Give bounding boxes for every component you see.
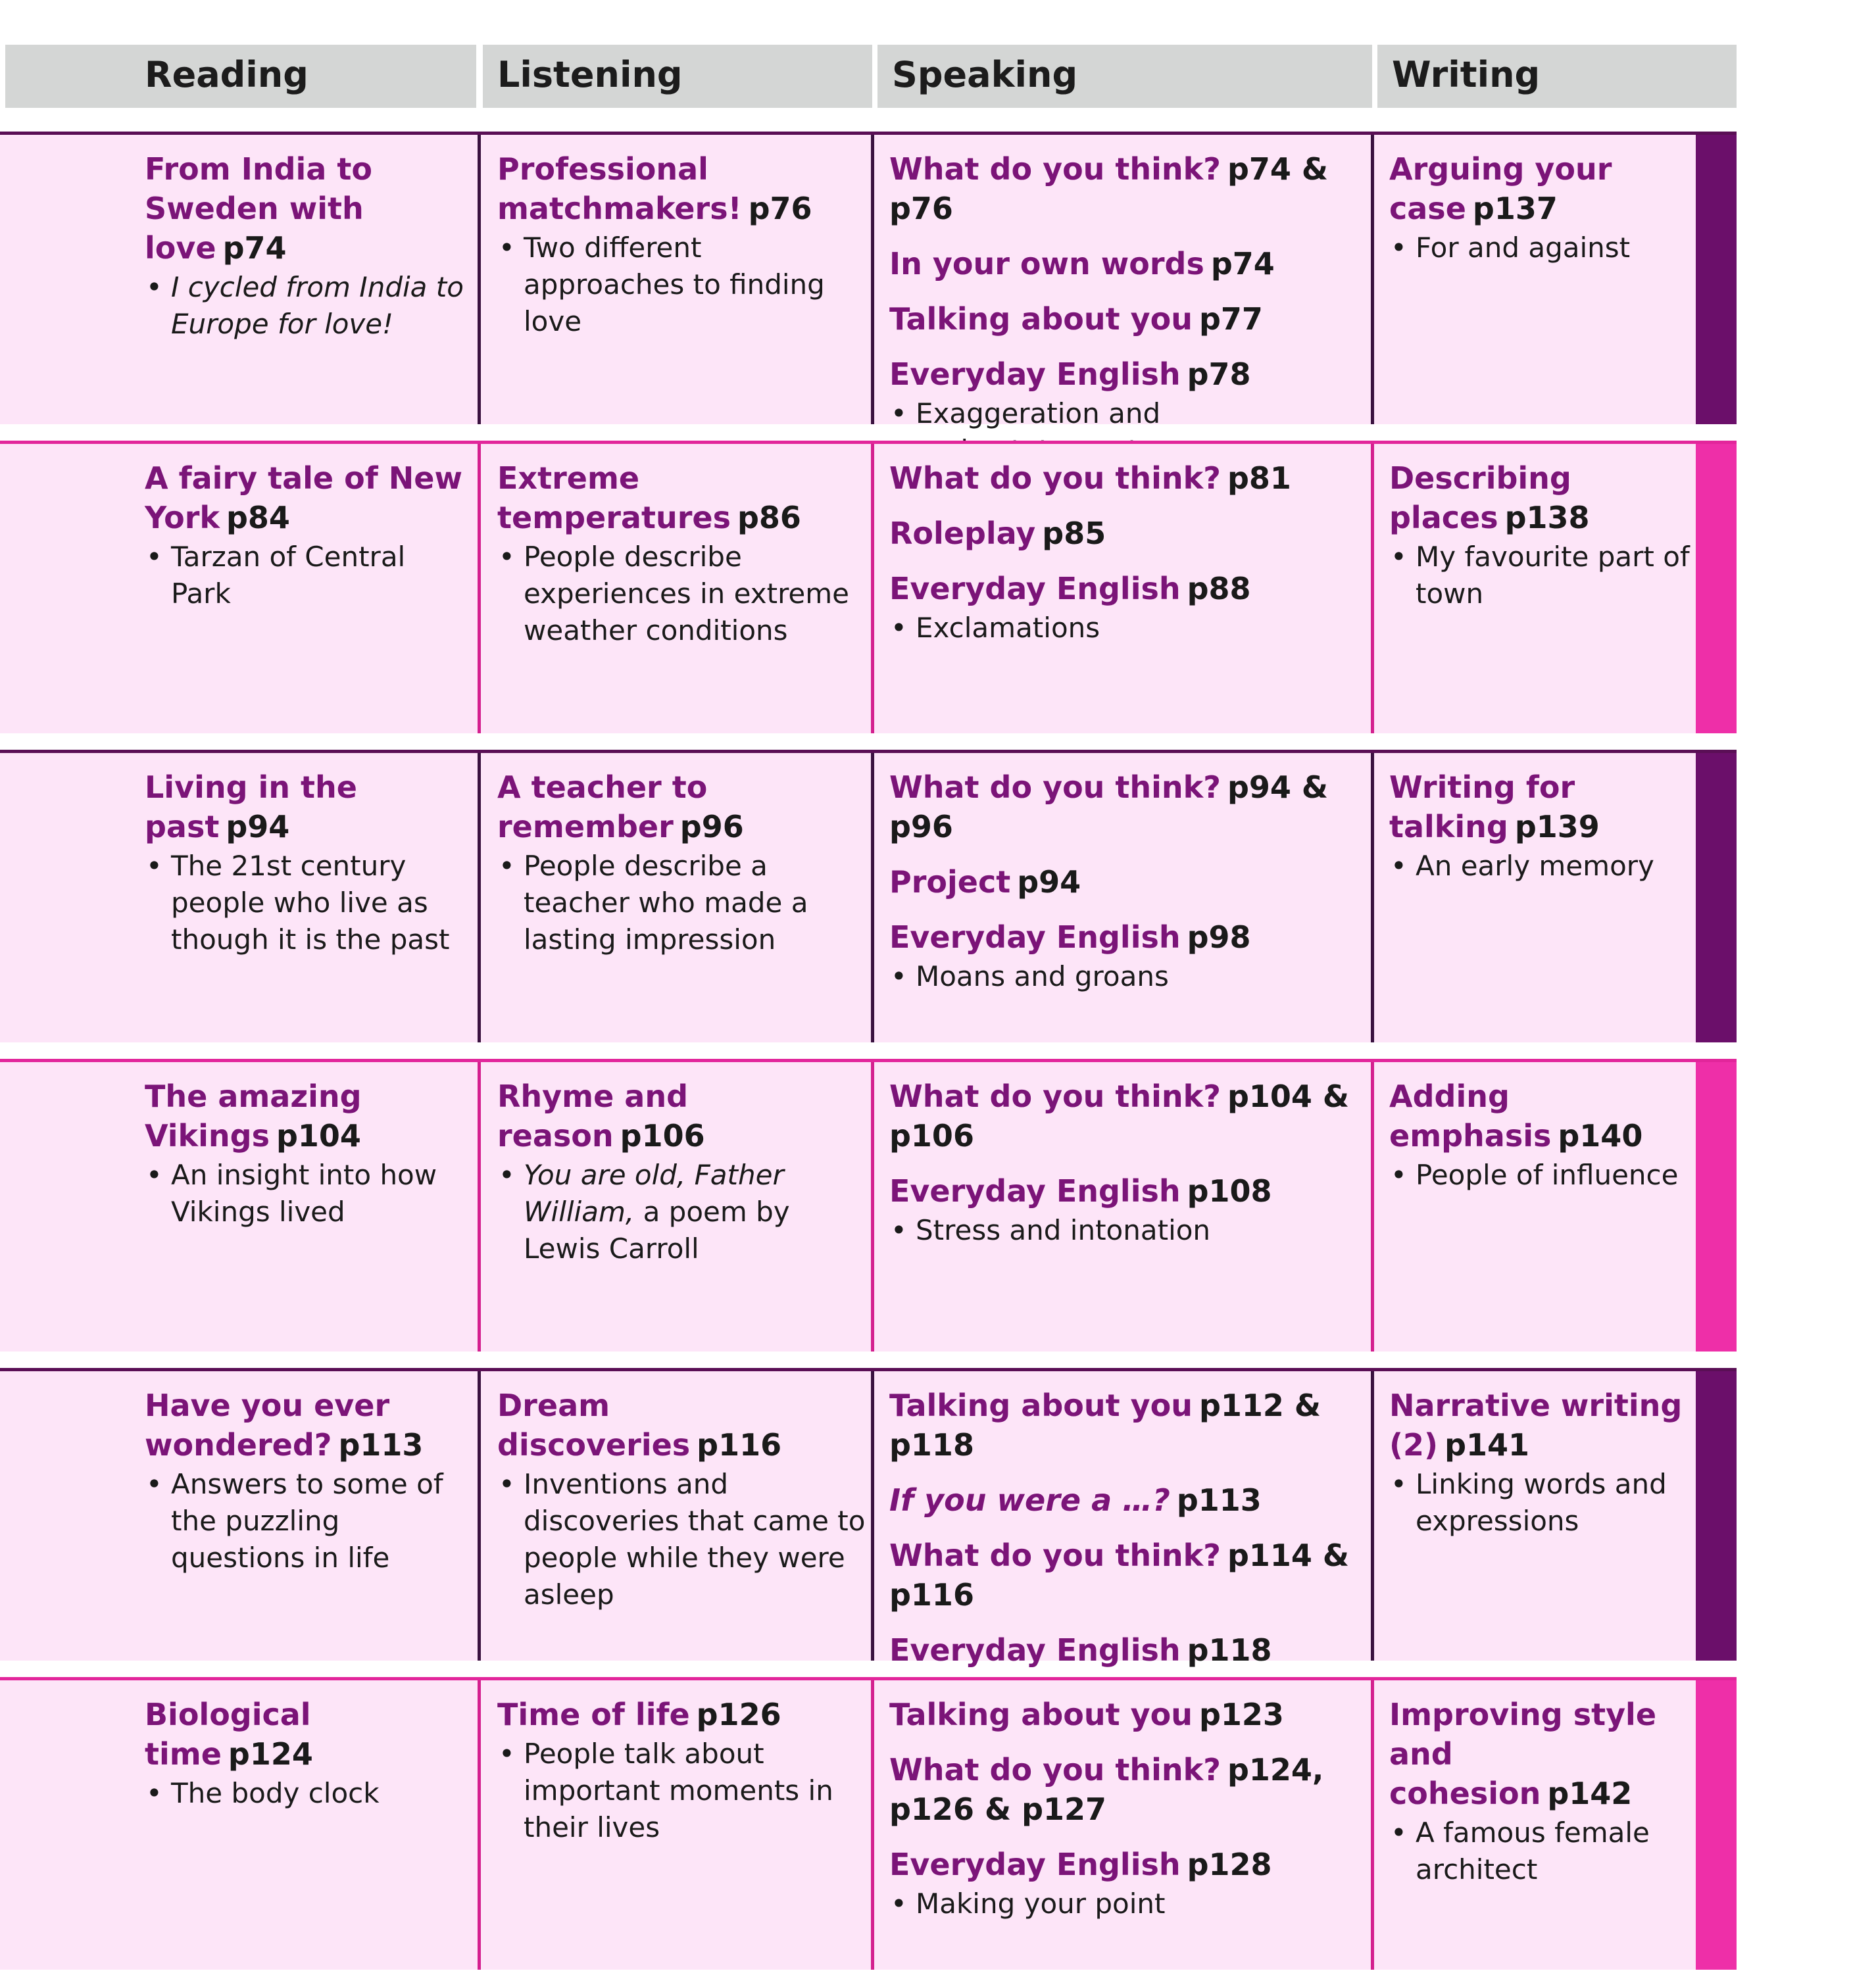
writing-title: Adding emphasis p140 [1389, 1079, 1643, 1154]
speaking-cell [889, 1077, 1368, 1249]
reading-title: From India to Sweden with love p74 [145, 151, 372, 266]
reading-bullet: • I cycled from India to Europe for love! [145, 269, 474, 343]
speaking-item: Talking about you p77 [889, 301, 1263, 337]
speaking-item: What do you think? p114 & p116 [889, 1538, 1350, 1613]
listening-title: Rhyme and reason p106 [497, 1079, 705, 1154]
listening-cell [497, 1695, 866, 1846]
column-divider [478, 444, 481, 733]
writing-bullet: • For and against [1389, 230, 1692, 266]
listening-title: Professional matchmakers! p76 [497, 151, 812, 226]
speaking-item: Everyday English p128 [889, 1847, 1272, 1882]
listening-cell [497, 458, 866, 649]
speaking-item: Talking about you p123 [889, 1697, 1284, 1732]
column-divider [478, 753, 481, 1042]
column-divider [1371, 753, 1374, 1042]
unit-color-bar [1696, 135, 1737, 424]
speaking-item: Everyday English p88 [889, 571, 1251, 606]
writing-bullet: • People of influence [1389, 1157, 1692, 1194]
listening-cell [497, 149, 866, 340]
listening-title: Extreme temperatures p86 [497, 460, 801, 535]
speaking-item: Everyday English p98 [889, 919, 1251, 955]
unit-row [0, 1059, 1737, 1352]
header-speaking: Speaking [877, 45, 1372, 108]
unit-color-bar [1696, 1371, 1737, 1661]
reading-bullet: • Tarzan of Central Park [145, 539, 474, 612]
speaking-item: In your own words p74 [889, 246, 1275, 281]
listening-bullet: • People describe experiences in extreme weather conditions [497, 539, 866, 649]
speaking-item: What do you think? p124, p126 & p127 [889, 1752, 1324, 1827]
listening-bullet: • People talk about important moments in their lives [497, 1736, 866, 1846]
speaking-item: If you were a …? p113 [889, 1482, 1262, 1518]
unit-color-bar [1696, 753, 1737, 1042]
reading-bullet: • The body clock [145, 1775, 474, 1812]
reading-title: A fairy tale of New York p84 [145, 460, 462, 535]
listening-bullet: • You are old, Father William, a poem by Lewis Carroll [497, 1157, 866, 1267]
listening-bullet: • Two different approaches to finding love [497, 230, 866, 340]
writing-title: Arguing your case p137 [1389, 151, 1612, 226]
column-divider [871, 1371, 874, 1661]
column-divider [1371, 135, 1374, 424]
writing-bullet: • Linking words and expressions [1389, 1466, 1692, 1540]
column-divider [478, 1062, 481, 1352]
reading-cell [145, 1386, 474, 1576]
reading-bullet: • Answers to some of the puzzling questions in life [145, 1466, 474, 1576]
speaking-item: What do you think? p94 & p96 [889, 769, 1329, 844]
listening-title: Dream discoveries p116 [497, 1388, 782, 1463]
column-divider [478, 1680, 481, 1970]
speaking-item: Project p94 [889, 864, 1081, 900]
writing-title: Describing places p138 [1389, 460, 1590, 535]
column-divider [871, 444, 874, 733]
writing-cell [1389, 1077, 1692, 1194]
writing-cell [1389, 767, 1692, 885]
unit-color-bar [1696, 1680, 1737, 1970]
unit-color-bar [1696, 444, 1737, 733]
reading-cell [145, 149, 474, 343]
column-divider [871, 1062, 874, 1352]
listening-title: Time of life p126 [497, 1697, 781, 1732]
writing-bullet: • An early memory [1389, 848, 1692, 885]
column-divider [871, 135, 874, 424]
column-divider [1371, 1371, 1374, 1661]
reading-bullet: • An insight into how Vikings lived [145, 1157, 474, 1230]
speaking-bullet: • Exaggeration and [889, 395, 1368, 469]
reading-cell [145, 1695, 474, 1812]
header-reading: Reading [5, 45, 476, 108]
reading-title: Living in the past p94 [145, 769, 357, 844]
speaking-item: Everyday English p78 [889, 356, 1251, 392]
speaking-bullet: • Moans and groans [889, 958, 1368, 995]
speaking-bullet: • Making your point [889, 1886, 1368, 1922]
speaking-item: What do you think? p104 & p106 [889, 1079, 1350, 1154]
speaking-bullet: • Exclamations [889, 610, 1368, 646]
speaking-item: What do you think? p81 [889, 460, 1291, 496]
reading-title: Biological time p124 [145, 1697, 313, 1772]
speaking-cell [889, 767, 1368, 995]
speaking-item: What do you think? p74 & p76 [889, 151, 1329, 226]
speaking-item: Roleplay p85 [889, 516, 1106, 551]
header-listening: Listening [483, 45, 872, 108]
reading-title: Have you ever wondered? p113 [145, 1388, 424, 1463]
unit-row [0, 750, 1737, 1042]
speaking-bullet: • Stress and intonation [889, 1212, 1368, 1249]
writing-bullet: • My favourite part of town [1389, 539, 1692, 612]
reading-cell [145, 1077, 474, 1230]
writing-cell [1389, 149, 1692, 266]
speaking-cell [889, 458, 1368, 646]
writing-title: Writing for talking p139 [1389, 769, 1600, 844]
unit-row [0, 1677, 1737, 1970]
listening-title: A teacher to remember p96 [497, 769, 744, 844]
column-divider [478, 1371, 481, 1661]
speaking-cell [889, 149, 1368, 469]
reading-title: The amazing Vikings p104 [145, 1079, 362, 1154]
listening-bullet: • Inventions and discoveries that came to people while they were asleep [497, 1466, 866, 1613]
unit-row [0, 132, 1737, 429]
listening-cell [497, 1077, 866, 1267]
listening-bullet: • People describe a teacher who made a lasting impression [497, 848, 866, 958]
column-divider [1371, 1062, 1374, 1352]
listening-cell [497, 1386, 866, 1613]
listening-cell [497, 767, 866, 958]
unit-row [0, 1368, 1737, 1668]
reading-cell [145, 767, 474, 958]
speaking-cell [889, 1695, 1368, 1922]
writing-cell [1389, 1695, 1692, 1888]
writing-cell [1389, 458, 1692, 612]
column-divider [871, 753, 874, 1042]
unit-color-bar [1696, 1062, 1737, 1352]
writing-cell [1389, 1386, 1692, 1540]
writing-title: Improving style and cohesion p142 [1389, 1697, 1657, 1811]
column-divider [478, 135, 481, 424]
writing-title: Narrative writing (2) p141 [1389, 1388, 1683, 1463]
unit-row [0, 441, 1737, 733]
column-divider [1371, 1680, 1374, 1970]
speaking-cell [889, 1386, 1368, 1708]
speaking-item: Everyday English p118 [889, 1632, 1272, 1668]
writing-bullet: • A famous female architect [1389, 1815, 1692, 1888]
column-divider [871, 1680, 874, 1970]
column-divider [1371, 444, 1374, 733]
speaking-item: Talking about you p112 & p118 [889, 1388, 1321, 1463]
speaking-item: Everyday English p108 [889, 1173, 1272, 1209]
reading-cell [145, 458, 474, 612]
reading-bullet: • The 21st century people who live as though it is the past [145, 848, 474, 958]
header-writing: Writing [1377, 45, 1737, 108]
